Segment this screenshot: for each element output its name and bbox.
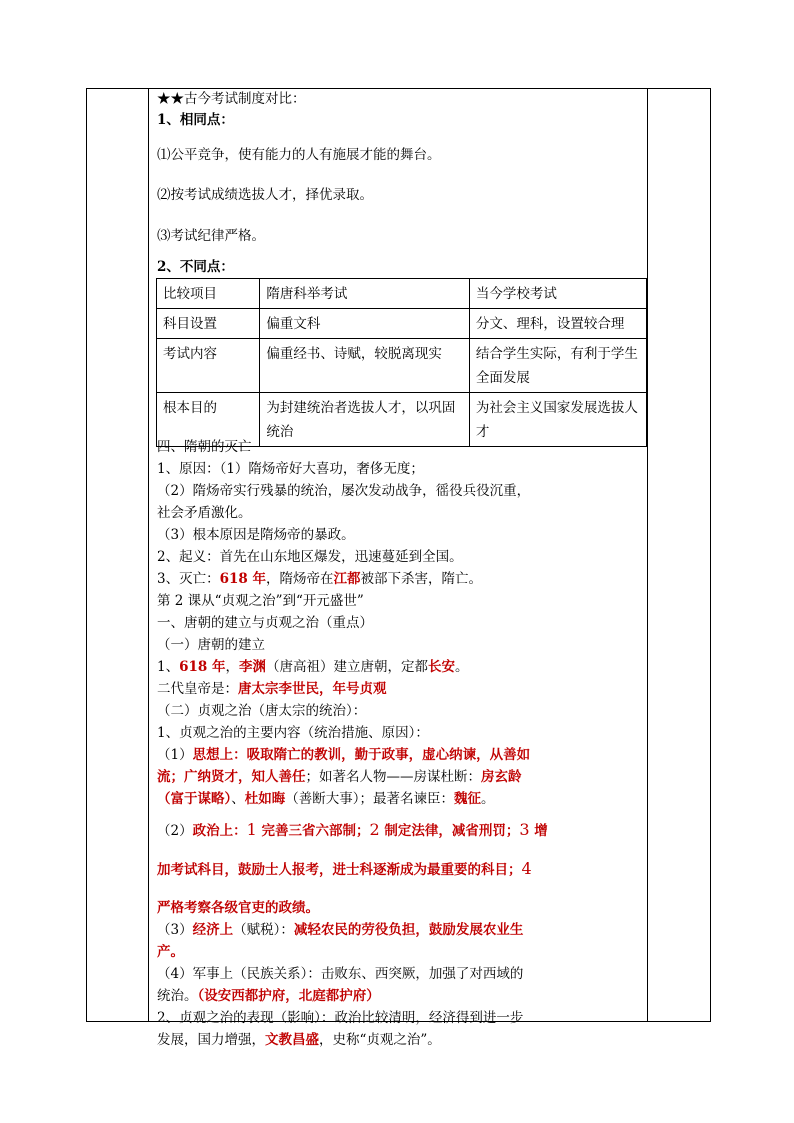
text-run: 二代皇帝是：: [157, 681, 238, 697]
differences-heading: 2、不同点：: [157, 259, 234, 275]
table-cell: 分文、理科，设置较合理: [469, 309, 646, 339]
heading: （二）贞观之治（唐太宗的统治）：: [157, 703, 367, 719]
text-run: （唐高祖）建立唐朝，定都: [265, 659, 428, 675]
text-line: 2、贞观之治的表现（影响）：政治比较清明，经济得到进一步: [157, 1010, 524, 1026]
table-header-cell: 隋唐科举考试: [260, 279, 470, 309]
lesson-title: 第 2 课从“贞观之治”到“开元盛世”: [157, 593, 364, 609]
table-cell: 考试内容: [157, 339, 260, 393]
text-run: （赋税）：: [233, 922, 294, 938]
highlight: 3: [519, 820, 530, 839]
text-line: [157, 790, 495, 808]
text-line: [157, 987, 380, 1005]
text-line: （3）根本原因是隋炀帝的暴政。: [157, 527, 355, 543]
highlight: 1: [246, 820, 257, 839]
text-run: 被部下杀害，隋亡。: [360, 571, 482, 587]
text-line: [157, 680, 387, 698]
highlight: 魏征: [454, 791, 481, 807]
highlight: 文教昌盛: [265, 1032, 319, 1048]
text-line: 1、贞观之治的主要内容（统治措施、原因）：: [157, 725, 429, 741]
similarities-heading: 1、相同点：: [157, 112, 234, 128]
highlight: 严格考察各级官吏的政绩。: [157, 900, 319, 916]
highlight: 618 年: [179, 659, 226, 675]
highlight: 产。: [157, 944, 184, 960]
highlight: （富于谋略）: [157, 791, 232, 807]
text-run: ，史称“贞观之治”。: [319, 1032, 441, 1048]
highlight: 流；广纳贤才，知人善任: [157, 769, 306, 785]
table-cell: 科目设置: [157, 309, 260, 339]
text-line: [157, 570, 482, 588]
similarity-2: ⑵按考试成绩选拔人才，择优录取。: [157, 187, 373, 203]
table-cell: 偏重经书、诗赋，较脱离现实: [260, 339, 470, 393]
text-line: （4）军事上（民族关系）：击败东、西突厥，加强了对西域的: [157, 966, 524, 982]
text-run: （善断大事）；最著名谏臣：: [285, 791, 454, 807]
text-line: [157, 899, 319, 917]
table-row: [157, 339, 647, 393]
highlight: 减轻农民的劳役负担，鼓励发展农业生: [293, 922, 524, 938]
highlight: （设安西都护府，北庭都护府）: [197, 988, 380, 1004]
column-divider-right: [647, 88, 648, 1022]
highlight: 制定法律，减省刑罚；: [379, 823, 520, 839]
table-header-cell: 比较项目: [157, 279, 260, 309]
highlight: 618 年: [219, 571, 266, 587]
text-run: ；如著名人物——房谋杜断：: [305, 769, 481, 785]
highlight: 长安: [427, 659, 455, 675]
highlight: 江都: [333, 571, 361, 587]
highlight: 唐太宗李世民，年号贞观: [238, 681, 387, 697]
highlight: 政治上：: [192, 823, 247, 839]
text-run: （1）: [157, 747, 193, 763]
text-line: [157, 943, 184, 961]
similarity-1: ⑴公平竞争，使有能力的人有施展才能的舞台。: [157, 147, 441, 163]
heading: （一）唐朝的建立: [157, 637, 265, 653]
text-run: 1、: [157, 659, 180, 675]
text-line: 2、起义：首先在山东地区爆发，迅速蔓延到全国。: [157, 549, 463, 565]
text-run: ，: [225, 659, 239, 675]
comparison-table: [156, 278, 647, 447]
text-line: （2）隋炀帝实行残暴的统治，屡次发动战争，徭役兵役沉重，: [157, 483, 531, 499]
similarity-3: ⑶考试纪律严格。: [157, 228, 265, 244]
text-run: 。: [454, 659, 469, 675]
highlight: 经济上: [192, 922, 234, 938]
text-run: 。: [481, 791, 495, 807]
table-header-cell: 当今学校考试: [469, 279, 646, 309]
table-cell: 根本目的: [157, 393, 260, 447]
section-sui-fall-title: 四、隋朝的灭亡: [157, 439, 252, 455]
table-cell: 为社会主义国家发展选拔人才: [469, 393, 646, 447]
table-row: [157, 309, 647, 339]
text-run: 发展，国力增强，: [157, 1032, 265, 1048]
highlight: 杜如晦: [244, 791, 286, 807]
text-run: （2）: [157, 823, 193, 839]
text-line: [157, 860, 532, 879]
text-run: 3、灭亡：: [157, 571, 220, 587]
text-run: ，隋炀帝在: [265, 571, 334, 587]
text-line: [157, 1031, 441, 1049]
highlight: 完善三省六部制；: [256, 823, 370, 839]
comparison-heading: ★★古今考试制度对比：: [157, 91, 306, 107]
table-header-row: [157, 279, 647, 309]
highlight: 2: [369, 820, 380, 839]
text-line: 社会矛盾激化。: [157, 505, 252, 521]
highlight: 思想上：吸取隋亡的教训，勤于政事，虚心纳谏，从善如: [192, 747, 531, 763]
highlight: 增: [529, 823, 548, 839]
highlight: 房玄龄: [481, 769, 522, 785]
text-run: （3）: [157, 922, 193, 938]
text-line: 1、原因：（1）隋炀帝好大喜功，奢侈无度；: [157, 461, 424, 477]
table-cell: 为封建统治者选拔人才，以巩固统治: [260, 393, 470, 447]
table-cell: 偏重文科: [260, 309, 470, 339]
highlight: 李渊: [238, 659, 266, 675]
text-run: 统治。: [157, 988, 198, 1004]
highlight: 加考试科目，鼓励士人报考，进士科逐渐成为最重要的科目；: [157, 862, 522, 878]
column-divider-left: [148, 88, 149, 1022]
table-cell: 结合学生实际，有利于学生全面发展: [469, 339, 646, 393]
text-line: [157, 768, 522, 786]
text-line: [157, 821, 548, 840]
highlight: 4: [521, 859, 532, 878]
text-run: 、: [231, 791, 245, 807]
heading: 一、唐朝的建立与贞观之治（重点）: [157, 615, 373, 631]
text-line: [157, 746, 530, 764]
text-line: [157, 658, 468, 676]
text-line: [157, 921, 523, 939]
